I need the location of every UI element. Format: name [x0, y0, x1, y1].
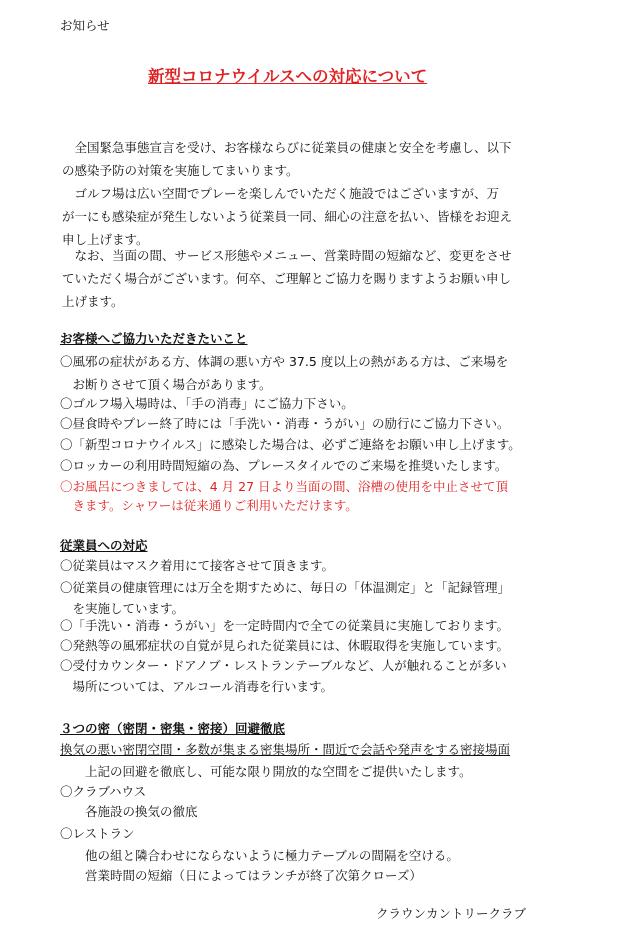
bath-notice-line: きます。シャワーは従来通りご利用いただけます。	[60, 498, 358, 513]
page-title: 新型コロナウイルスへの対応について	[148, 67, 428, 86]
customers-line: お断りさせて頂く場合があります。	[60, 377, 272, 392]
staff-line: 〇「手洗い・消毒・うがい」を一定時間内で全ての従業員に実施しております。	[60, 618, 510, 633]
intro-line: ていただく場合がございます。何卒、ご理解とご協力を賜りますようお願い申し	[62, 271, 512, 286]
intro-line: 申し上げます。	[62, 232, 149, 247]
intro-line: 全国緊急事態宣言を受け、お客様ならびに従業員の健康と安全を考慮し、以下	[62, 140, 512, 155]
staff-line: を実施しています。	[60, 601, 185, 616]
staff-heading: 従業員への対応	[60, 538, 148, 553]
bath-notice-line: 〇お風呂につきましては、4 月 27 日より当面の間、浴槽の使用を中止させて頂	[60, 479, 509, 494]
intro-line: が一にも感染症が発生しないよう従業員一同、細心の注意を払い、皆様をお迎え	[62, 209, 513, 224]
customers-line: 〇昼食時やプレー終了時には「手洗い・消毒・うがい」の励行にご協力下さい。	[60, 416, 510, 431]
intro-line: なお、当面の間、サービス形態やメニュー、営業時間の短縮など、変更をさせ	[62, 248, 512, 263]
three-c-line: 〇レストラン	[60, 826, 135, 841]
staff-line: 〇発熱等の風邪症状の自覚が見られた従業員には、休暇取得を実施しています。	[60, 638, 510, 653]
customers-line: 〇風邪の症状がある方、体調の悪い方や 37.5 度以上の熱がある方は、ご来場を	[60, 354, 509, 369]
club-signature: クラウンカントリークラブ	[376, 906, 527, 921]
three-c-heading: ３つの密（密閉・密集・密接）回避徹底	[60, 721, 286, 736]
three-c-line: 上記の回避を徹底し、可能な限り開放的な空間をご提供いたします。	[60, 764, 472, 779]
customers-line: 〇「新型コロナウイルス」に感染した場合は、必ずご連絡をお願い申し上げます。	[60, 437, 521, 452]
staff-line: 〇従業員はマスク着用にて接客させて頂きます。	[60, 558, 335, 573]
staff-line: 〇受付カウンター・ドアノブ・レストランテーブルなど、人が触れることが多い	[60, 658, 507, 673]
notice-label: お知らせ	[60, 18, 110, 33]
intro-line: ゴルフ場は広い空間でプレーを楽しんでいただく施設ではございますが、万	[62, 186, 500, 201]
intro-line: 上げます。	[62, 294, 124, 309]
customers-line: 〇ゴルフ場入場時は、「手の消毒」にご協力下さい。	[60, 396, 354, 411]
staff-line: 場所については、アルコール消毒を行います。	[60, 679, 334, 694]
staff-line: 〇従業員の健康管理には万全を期すために、毎日の「体温測定」と「記録管理」	[60, 580, 511, 595]
intro-line: の感染予防の対策を実施してまいります。	[62, 163, 299, 178]
three-c-line: 他の組と隣合わせにならないように極力テーブルの間隔を空ける。	[60, 848, 459, 863]
three-c-line: 〇クラブハウス	[60, 784, 147, 799]
three-c-line: 各施設の換気の徹底	[60, 804, 198, 819]
customers-line: 〇ロッカーの利用時間短縮の為、プレースタイルでのご来場を推奨いたします。	[60, 458, 508, 473]
customers-heading: お客様へご協力いただきたいこと	[60, 331, 248, 346]
three-c-subheading: 換気の悪い密閉空間・多数が集まる密集場所・間近で会話や発声をする密接場面	[60, 742, 511, 757]
three-c-line: 営業時間の短縮（日によってはランチが終了次第クローズ）	[60, 868, 422, 883]
